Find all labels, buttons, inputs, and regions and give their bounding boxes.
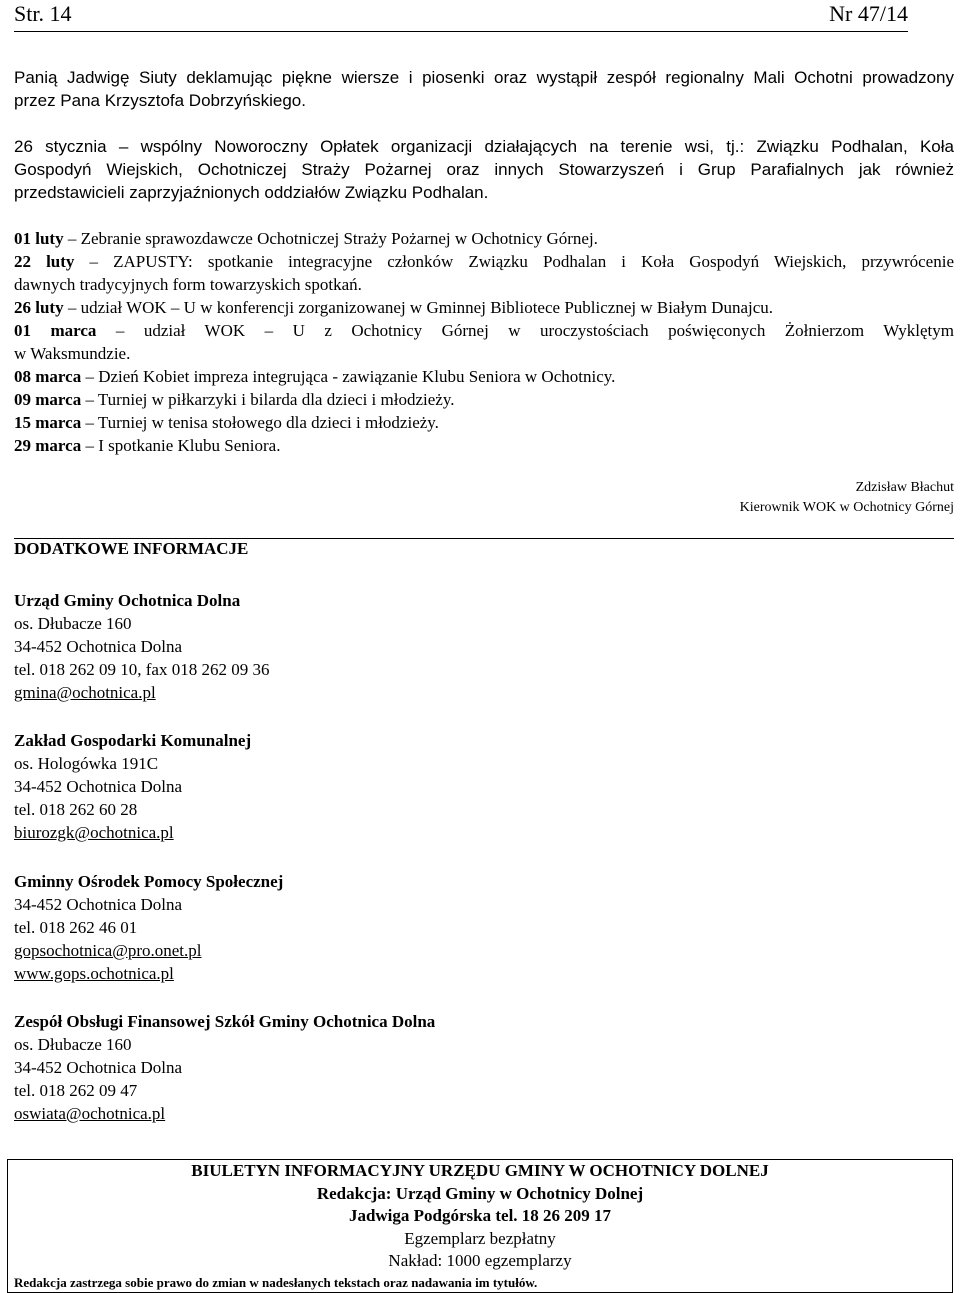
section-title: DODATKOWE INFORMACJE xyxy=(14,539,249,558)
publication-footer xyxy=(7,1159,953,1293)
event-text: – Dzień Kobiet impreza integrująca - zawiązanie Klubu Seniora w Ochotnicy. xyxy=(81,367,616,386)
contact-name: Gminny Ośrodek Pomocy Społecznej xyxy=(14,872,284,891)
footer-free-copy: Egzemplarz bezpłatny xyxy=(404,1228,556,1248)
signature-role: Kierownik WOK w Ochotnicy Górnej xyxy=(739,500,954,515)
event-line xyxy=(14,273,954,296)
january-paragraph xyxy=(14,135,954,204)
event-date: 01 marca xyxy=(14,321,97,340)
event-date: 15 marca xyxy=(14,413,82,432)
event-text: – Turniej w tenisa stołowego dla dzieci i młodzieży. xyxy=(81,413,439,432)
intro-line: przez Pana Krzysztofa Dobrzyńskiego. xyxy=(14,91,306,110)
footer-editor: Redakcja: Urząd Gminy w Ochotnicy Dolnej xyxy=(316,1183,644,1203)
event-date: 22 luty xyxy=(14,252,75,271)
event-text: w Waksmundzie. xyxy=(14,344,131,363)
contact-line: 34-452 Ochotnica Dolna xyxy=(14,895,183,914)
event-text: – Turniej w piłkarzyki i bilarda dla dzieci i młodzieży. xyxy=(81,390,455,409)
event-text: – Zebranie sprawozdawcze Ochotniczej Straży Pożarnej w Ochotnicy Górnej. xyxy=(63,229,598,248)
email-link[interactable]: gmina@ochotnica.pl xyxy=(14,683,156,702)
contact-name: Zakład Gospodarki Komunalnej xyxy=(14,731,252,750)
contact-line: tel. 018 262 46 01 xyxy=(14,918,138,937)
page-header xyxy=(14,0,908,32)
event-line xyxy=(14,411,954,434)
event-line xyxy=(14,434,954,457)
contact-line: tel. 018 262 60 28 xyxy=(14,800,138,819)
footer-circulation: Nakład: 1000 egzemplarzy xyxy=(388,1251,572,1270)
event-date: 29 marca xyxy=(14,436,82,455)
contact-block xyxy=(14,1010,435,1125)
footer-contact: Jadwiga Podgórska tel. 18 26 209 17 xyxy=(348,1206,612,1225)
intro-paragraph xyxy=(14,66,954,112)
event-line xyxy=(14,227,954,250)
event-text: – ZAPUSTY: spotkanie integracyjne członków Związku Podhalan i Koła Gospodyń Wiejskich, przywrócenie xyxy=(74,252,954,271)
contact-block xyxy=(14,870,283,985)
contact-line: tel. 018 262 09 47 xyxy=(14,1081,138,1100)
event-date: 01 luty xyxy=(14,229,64,248)
contact-line: 34-452 Ochotnica Dolna xyxy=(14,1058,183,1077)
page-number: Str. 14 xyxy=(14,1,72,26)
events-list xyxy=(14,227,954,457)
january-line: przedstawicieli zaprzyjaźnionych oddziałów Związku Podhalan. xyxy=(14,183,489,202)
event-text: – I spotkanie Klubu Seniora. xyxy=(81,436,281,455)
contact-line: os. Dłubacze 160 xyxy=(14,614,132,633)
event-line xyxy=(14,250,954,273)
contact-line: tel. 018 262 09 10, fax 018 262 09 36 xyxy=(14,660,270,679)
event-line xyxy=(14,388,954,411)
contact-block xyxy=(14,729,251,844)
contact-line: 34-452 Ochotnica Dolna xyxy=(14,637,183,656)
event-line xyxy=(14,319,954,342)
email-link[interactable]: biurozgk@ochotnica.pl xyxy=(14,823,174,842)
event-date: 26 luty xyxy=(14,298,64,317)
event-date: 09 marca xyxy=(14,390,82,409)
event-line xyxy=(14,296,954,319)
footer-note: Redakcja zastrzega sobie prawo do zmian w nadesłanych tekstach oraz nadawania im tytułów. xyxy=(14,1275,538,1290)
signature xyxy=(740,478,954,518)
footer-title: BIULETYN INFORMACYJNY URZĘDU GMINY W OCHOTNICY DOLNEJ xyxy=(191,1161,769,1180)
contact-name: Urząd Gminy Ochotnica Dolna xyxy=(14,591,241,610)
event-date: 08 marca xyxy=(14,367,82,386)
january-line: Gospodyń Wiejskich, Ochotniczej Straży Pożarnej oraz innych Stowarzyszeń i Grup Parafialnych jak również xyxy=(14,160,954,179)
event-text: – udział WOK – U z Ochotnicy Górnej w uroczystościach poświęconych Żołnierzom Wyklętym xyxy=(96,321,954,340)
event-text: dawnych tradycyjnych form towarzyskich spotkań. xyxy=(14,275,362,294)
website-link[interactable]: www.gops.ochotnica.pl xyxy=(14,964,174,983)
contact-line: os. Dłubacze 160 xyxy=(14,1035,132,1054)
signature-name: Zdzisław Błachut xyxy=(855,480,954,495)
email-link[interactable]: gopsochotnica@pro.onet.pl xyxy=(14,941,202,960)
contact-line: 34-452 Ochotnica Dolna xyxy=(14,777,183,796)
event-line xyxy=(14,365,954,388)
january-line: 26 stycznia – wspólny Noworoczny Opłatek organizacji działających na terenie wsi, tj.: Związku Podhalan, Koła xyxy=(14,137,954,156)
event-line xyxy=(14,342,954,365)
contact-name: Zespół Obsługi Finansowej Szkół Gminy Ochotnica Dolna xyxy=(14,1012,436,1031)
event-text: – udział WOK – U w konferencji zorganizowanej w Gminnej Bibliotece Publicznej w Białym Dunajcu. xyxy=(63,298,774,317)
contact-block xyxy=(14,589,269,704)
contact-line: os. Hologówka 191C xyxy=(14,754,159,773)
issue-number: Nr 47/14 xyxy=(829,1,908,26)
intro-line: Panią Jadwigę Siuty deklamując piękne wiersze i piosenki oraz wystąpił zespół regionalny Mali Ochotni prowadzony xyxy=(14,68,954,87)
email-link[interactable]: oswiata@ochotnica.pl xyxy=(14,1104,166,1123)
